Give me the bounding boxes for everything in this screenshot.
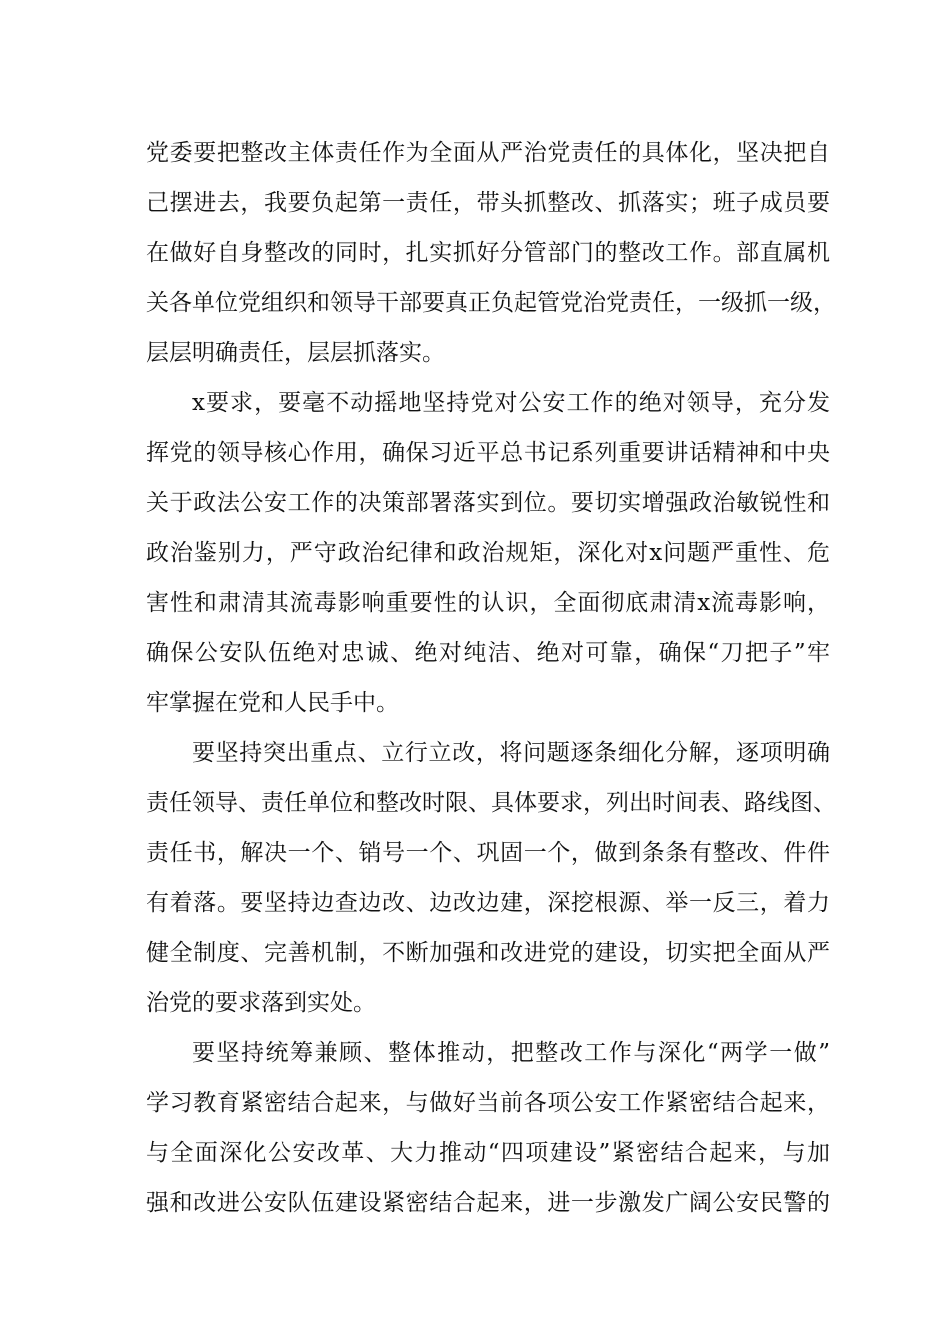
paragraph xyxy=(146,128,836,378)
text-line: 健全制度、完善机制，不断加强和改进党的建设，切实把全面从严 xyxy=(146,940,830,966)
paragraph xyxy=(146,728,836,1028)
text-line: 要坚持突出重点、立行立改，将问题逐条细化分解，逐项明确 xyxy=(192,740,830,766)
text-line: 己摆进去，我要负起第一责任，带头抓整改、抓落实；班子成员要 xyxy=(146,190,830,216)
text-line: 有着落。要坚持边查边改、边改边建，深挖根源、举一反三，着力 xyxy=(146,890,830,916)
text-line: 学习教育紧密结合起来，与做好当前各项公安工作紧密结合起来， xyxy=(146,1090,830,1116)
text-line: 层层明确责任，层层抓落实。 xyxy=(146,340,445,366)
text-line: 确保公安队伍绝对忠诚、绝对纯洁、绝对可靠，确保“刀把子”牢 xyxy=(146,640,830,666)
text-line: 强和改进公安队伍建设紧密结合起来，进一步激发广阔公安民警的 xyxy=(146,1190,830,1216)
text-line: 牢掌握在党和人民手中。 xyxy=(146,690,399,716)
text-line: 责任领导、责任单位和整改时限、具体要求，列出时间表、路线图、 xyxy=(146,790,836,816)
text-line: 治党的要求落到实处。 xyxy=(146,990,376,1016)
text-line: 责任书，解决一个、销号一个、巩固一个，做到条条有整改、件件 xyxy=(146,840,830,866)
text-line: 党委要把整改主体责任作为全面从严治党责任的具体化，坚决把自 xyxy=(146,140,830,166)
text-line: 要坚持统筹兼顾、整体推动，把整改工作与深化“两学一做” xyxy=(192,1040,830,1066)
text-line: x要求，要毫不动摇地坚持党对公安工作的绝对领导，充分发 xyxy=(192,390,830,416)
text-line: 挥党的领导核心作用，确保习近平总书记系列重要讲话精神和中央 xyxy=(146,440,830,466)
paragraph xyxy=(146,1028,830,1228)
text-line: 关各单位党组织和领导干部要真正负起管党治党责任，一级抓一级， xyxy=(146,290,836,316)
text-line: 在做好自身整改的同时，扎实抓好分管部门的整改工作。部直属机 xyxy=(146,240,830,266)
text-line: 与全面深化公安改革、大力推动“四项建设”紧密结合起来，与加 xyxy=(146,1140,830,1166)
text-line: 政治鉴别力，严守政治纪律和政治规矩，深化对x问题严重性、危 xyxy=(146,540,830,566)
text-line: 害性和肃清其流毒影响重要性的认识，全面彻底肃清x流毒影响， xyxy=(146,590,830,616)
text-line: 关于政法公安工作的决策部署落实到位。要切实增强政治敏锐性和 xyxy=(146,490,830,516)
paragraph xyxy=(146,378,830,728)
document-body xyxy=(146,128,836,1228)
